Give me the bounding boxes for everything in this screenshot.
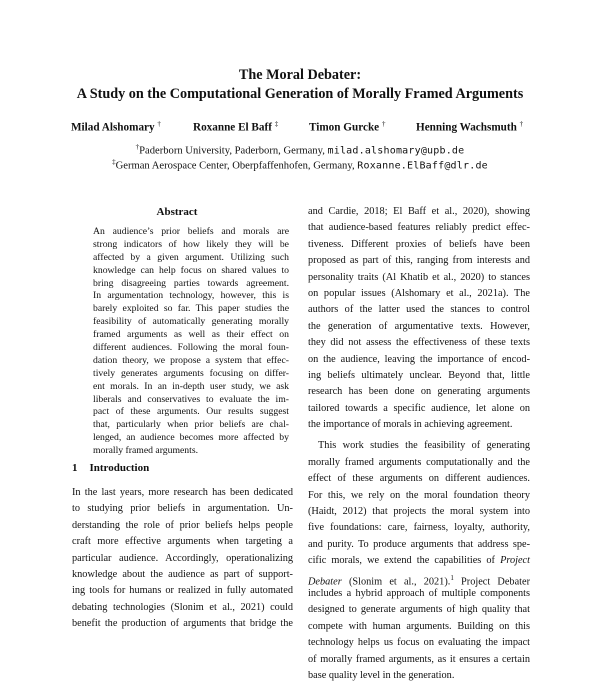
body-line: authors of the latter used the stances to control <box>308 304 530 316</box>
body-line: morally framed arguments computationally and the <box>308 456 530 468</box>
affiliation-1: †Paderborn University, Paderborn, Germany, milad.alshomary@upb.de <box>135 143 465 157</box>
right-column-text <box>308 204 530 684</box>
section-title: Introduction <box>89 462 150 474</box>
abstract-line: barely exploited so far. This paper studies the <box>93 303 289 315</box>
abstract-line: An audience’s prior beliefs and morals are <box>93 226 289 237</box>
footnote-marker[interactable]: 1 <box>450 573 454 582</box>
abstract-line: affected by a given argument. Utilizing such <box>93 251 289 263</box>
body-line: tailored towards a specific audience, let alone on <box>308 402 530 414</box>
abstract-line: strong indicators of how likely they will be <box>93 238 289 250</box>
email-2: Roxanne.ElBaff@dlr.de <box>357 160 488 172</box>
abstract-line: In argumentation technology, however, this is <box>93 290 289 302</box>
body-line: and Cardie, 2018; El Baff et al., 2020), showing <box>308 206 530 217</box>
email-1: milad.alshomary@upb.de <box>327 145 465 157</box>
abstract-heading: Abstract <box>156 206 198 218</box>
author-2: Roxanne El Baff ‡ <box>193 120 279 134</box>
body-line: research has been done on generating arguments <box>308 386 530 398</box>
abstract-line: different audiences. Following the moral foun- <box>93 342 289 354</box>
body-line: tiveness. Different proxies of beliefs have been <box>308 238 530 250</box>
body-line: includes a hybrid approach of multiple components <box>308 587 530 599</box>
author-1: Milad Alshomary † <box>71 120 161 134</box>
body-line: In the last years, more research has been dedicated <box>72 487 293 498</box>
abstract-line: morally framed arguments. <box>93 445 199 457</box>
body-line: five foundations: care, fairness, loyalty, authority, <box>308 522 530 534</box>
title-line-2: A Study on the Computational Generation of Morally Framed Arguments <box>76 86 524 102</box>
body-line: effect of these arguments on different audiences. <box>308 473 530 485</box>
body-line: personality traits (Al Khatib et al., 2020) to stances <box>308 271 530 283</box>
author-3: Timon Gurcke † <box>309 120 386 134</box>
body-line: designed to generate arguments of high quality that <box>308 604 530 616</box>
title-line-1: The Moral Debater: <box>238 67 362 83</box>
section-number: 1 <box>72 462 78 474</box>
body-line: debating technologies (Slonim et al., 2021) could <box>72 601 293 613</box>
abstract-line: knowledge can help focus on shared values to <box>93 264 289 276</box>
abstract-line: lenged, an audience becomes more affected by <box>93 432 289 444</box>
body-line: on the audience, leaving the importance of encod- <box>308 353 530 365</box>
abstract-line: liberals and conservatives to evaluate the im- <box>93 393 289 405</box>
body-line: base quality level in the generation. <box>308 669 455 681</box>
abstract-line: tively generates arguments focusing on differ- <box>93 367 289 379</box>
author-4: Henning Wachsmuth † <box>416 120 524 134</box>
abstract-line: dation theory, we propose a system that effec- <box>93 354 289 366</box>
abstract-line: ent morals. In an in-depth user study, we ask <box>93 380 289 392</box>
body-line: (Haidt, 2012) that projects the moral system into <box>308 506 530 518</box>
body-line: knowledge about the audience as part of support- <box>72 568 293 580</box>
abstract-line: pact of these arguments. Our results suggest <box>93 406 289 418</box>
abstract-line: bring disagreeing parties towards agreement. <box>93 277 289 289</box>
body-line: the generation of argumentative texts. However, <box>308 320 530 332</box>
body-line: proposed as part of this, ranging from interests and <box>308 255 530 267</box>
body-line: For this, we rely on the moral foundation theory <box>308 489 530 501</box>
paper-title <box>0 66 600 104</box>
body-line: ing beliefs ultimately unclear. Beyond that, little <box>308 369 530 381</box>
body-line: of morally framed arguments, as it ensures a certain <box>308 653 530 665</box>
abstract-line: feasibility of automatically generating morally <box>93 316 289 328</box>
author-list <box>0 120 600 136</box>
body-line: ing tools for humans or realized in fully automated <box>72 585 293 597</box>
body-line: particular audience. Accordingly, operationalizing <box>72 552 293 564</box>
body-line: and purity. To produce arguments that address spe- <box>308 538 530 550</box>
affiliation-2: ‡German Aerospace Center, Oberpfaffenhofen, Germany, Roxanne.ElBaff@dlr.de <box>112 158 488 172</box>
abstract-line: that, particularly when prior beliefs are chal- <box>93 419 289 431</box>
body-line: This work studies the feasibility of generating <box>318 440 530 452</box>
body-line: Debater (Slonim et al., 2021).$^1$ Project Debater <box>308 573 530 588</box>
body-line: benefit the production of arguments that bridge the <box>72 618 293 630</box>
section-heading-introduction <box>72 462 149 474</box>
body-line: compete with human arguments. Building on this <box>308 620 530 632</box>
body-line: they did not assess the effectiveness of these texts <box>308 337 530 349</box>
body-line: craft more effective arguments when targeting a <box>72 536 293 548</box>
abstract-body <box>93 226 289 458</box>
body-line: cific morals, we extend the capabilities of Project <box>308 555 530 567</box>
left-column-text <box>72 485 293 633</box>
body-line: that audience-based features reliably predict effec- <box>308 222 530 234</box>
body-line: technology helps us focus on evaluating the impact <box>308 637 530 649</box>
abstract-line: framed arguments as well as their effect on <box>93 329 289 341</box>
body-line: on popular issues (Alshomary et al., 2021a). The <box>308 287 530 299</box>
body-line: the importance of morals in achieving agreement. <box>308 419 513 431</box>
body-line: to studying prior beliefs in argumentation. Un- <box>72 503 293 515</box>
body-line: derstanding the role of prior beliefs helps people <box>72 519 293 531</box>
